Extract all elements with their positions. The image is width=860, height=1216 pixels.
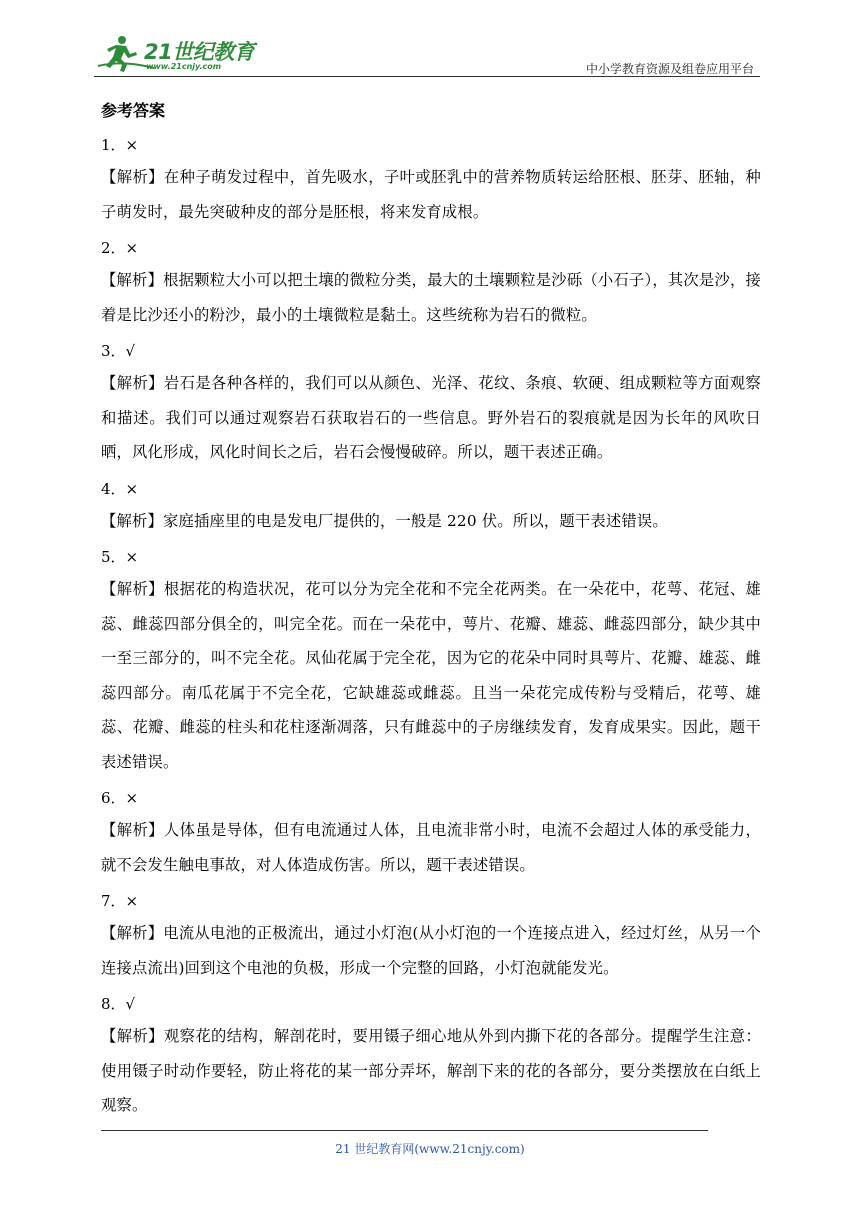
header-platform-name: 中小学教育资源及组卷应用平台	[585, 62, 754, 76]
answer-explanation: 【解析】电流从电池的正极流出，通过小灯泡(从小灯泡的一个连接点进入，经过灯丝，从另一个连接点流出)回到这个电池的负极，形成一个完整的回路，小灯泡就能发光。	[101, 924, 761, 977]
header-divider	[94, 76, 760, 77]
answer-content	[101, 96, 761, 1123]
footer-link[interactable]: 21 世纪教育网(www.21cnjy.com)	[335, 1142, 525, 1156]
answer-explanation: 【解析】人体虽是导体，但有电流通过人体，且电流非常小时，电流不会超过人体的承受能力，就不会发生触电事故，对人体造成伤害。所以，题干表述错误。	[101, 821, 761, 874]
logo-text: 21世纪教育	[144, 40, 255, 64]
answer-number: 3．√	[101, 342, 136, 360]
answer-explanation: 【解析】根据花的构造状况，花可以分为完全花和不完全花两类。在一朵花中，花萼、花冠、雄蕊、雌蕊四部分俱全的，叫完全花。而在一朵花中，萼片、花瓣、雄蕊、雌蕊四部分，缺少其中一至三部分的，叫不完全花。凤仙花属于完全花，因为它的花朵中同时具萼片、花瓣、雄蕊、雌蕊四部分。南瓜花属于不完全花，它缺雄蕊或雌蕊。且当一朵花完成传粉与受精后，花萼、雄蕊、花瓣、雌蕊的柱头和花柱逐渐凋落，只有雌蕊中的子房继续发育，发育成果实。因此，题干表述错误。	[101, 580, 761, 771]
answer-number: 6．×	[101, 789, 139, 807]
answer-number: 4．×	[101, 479, 139, 498]
answer-explanation: 【解析】根据颗粒大小可以把土壤的微粒分类，最大的土壤颗粒是沙砾（小石子），其次是沙，接着是比沙还小的粉沙，最小的土壤微粒是黏土。这些统称为岩石的微粒。	[101, 271, 761, 324]
answer-explanation: 【解析】岩石是各种各样的，我们可以从颜色、光泽、花纹、条痕、软硬、组成颗粒等方面观察和描述。我们可以通过观察岩石获取岩石的一些信息。野外岩石的裂痕就是因为长年的风吹日晒，风化形成，风化时间长之后，岩石会慢慢破碎。所以，题干表述正确。	[101, 374, 761, 461]
answer-number: 7．×	[101, 892, 139, 910]
answer-explanation: 【解析】在种子萌发过程中，首先吸水，子叶或胚乳中的营养物质转运给胚根、胚芽、胚轴，种子萌发时，最先突破种皮的部分是胚根，将来发育成根。	[101, 168, 761, 221]
footer-divider	[101, 1130, 708, 1131]
section-title: 参考答案	[101, 101, 166, 120]
logo-url: www.21cnjy.com	[146, 62, 222, 71]
answer-number: 2．×	[101, 239, 139, 257]
answer-number: 1．×	[101, 136, 139, 154]
answer-explanation: 【解析】观察花的结构，解剖花时，要用镊子细心地从外到内撕下花的各部分。提醒学生注意：使用镊子时动作要轻，防止将花的某一部分弄坏，解剖下来的花的各部分，要分类摆放在白纸上观察。	[101, 1027, 761, 1114]
answer-list	[101, 130, 761, 1123]
answer-explanation: 【解析】家庭插座里的电是发电厂提供的，一般是 220 伏。所以，题干表述错误。	[101, 511, 668, 530]
page-header	[94, 30, 760, 78]
answer-number: 8．√	[101, 995, 136, 1013]
answer-number: 5．×	[101, 548, 139, 566]
